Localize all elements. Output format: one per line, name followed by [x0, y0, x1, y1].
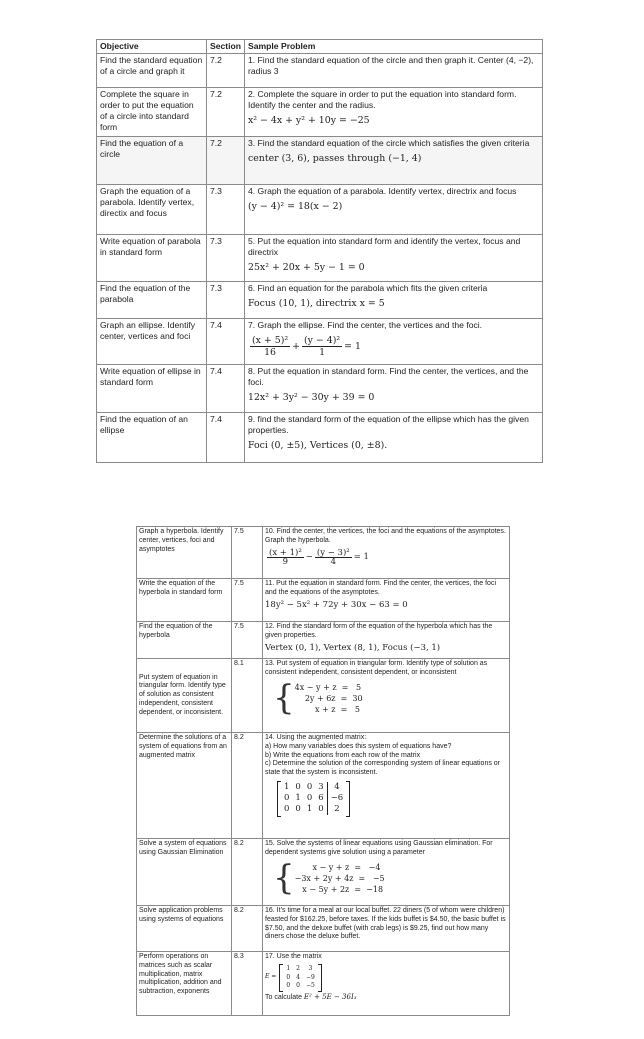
problem-cell [263, 659, 510, 733]
matrix-entry: 0 [284, 793, 290, 804]
augmented-matrix [277, 781, 350, 817]
fraction [302, 335, 342, 358]
problem-text: 10. Find the center, the vertices, the foci and the equations of the asymptotes. Graph the hyperbola. [265, 528, 506, 544]
problem-cell [263, 952, 510, 1016]
fraction [250, 335, 290, 358]
objectives-table-top [96, 39, 543, 463]
matrix-entry: 3 [318, 782, 324, 793]
matrix-entry: 2 [296, 965, 300, 973]
objective-cell: Put system of equation in triangular form. Identify type of solution as consistent independent, consistent dependent, or inconsistent. [137, 659, 232, 733]
section-cell: 7.2 [207, 54, 245, 88]
problem-equation: 25x² + 20x + 5y − 1 = 0 [248, 262, 365, 273]
objective-cell: Graph the equation of a parabola. Identify vertex, directix and focus [97, 185, 207, 235]
objective-cell: Find the standard equation of a circle and graph it [97, 54, 207, 88]
matrix-entry: 0 [286, 982, 291, 990]
matrix-entry: 2 [327, 804, 347, 815]
header-sample-problem: Sample Problem [245, 40, 543, 54]
problem-cell [263, 527, 510, 579]
left-brace: { [273, 677, 295, 718]
problem-text: 2. Complete the square in order to put the equation into standard form. Identify the center and the radius. [248, 89, 517, 110]
matrix-entry: 0 [306, 793, 313, 804]
ellipse-equation [248, 335, 539, 358]
equation-line: 4x − y + z = 5 [294, 682, 362, 692]
equation-line: x − 5y + 2z = −18 [294, 884, 384, 894]
problem-text: 4. Graph the equation of a parabola. Identify vertex, directrix and focus [248, 186, 517, 196]
problem-text: 12. Find the standard form of the equation of the hyperbola which has the given properties. [265, 623, 493, 639]
matrix-entry: 6 [318, 793, 324, 804]
denominator: 4 [330, 557, 336, 568]
numerator: (y − 3)² [316, 547, 350, 558]
table-row [97, 365, 543, 413]
problem-text: 1. Find the standard equation of the circle and then graph it. Center (4, −2), radius 3 [248, 55, 534, 76]
problem-text: 13. Put system of equation in triangular form. Identify type of solution as consistent independent, consistent dependent, or inconsistent [265, 660, 488, 676]
numerator: (y − 4)² [304, 335, 341, 346]
matrix-entry: −6 [327, 793, 347, 804]
matrix-entry: 0 [318, 804, 324, 815]
objective-cell: Graph a hyperbola. Identify center, vertices, foci and asymptotes [137, 527, 232, 579]
matrix-entry: 4 [327, 782, 347, 793]
problem-equation: Focus (10, 1), directrix x = 5 [248, 298, 385, 309]
problem-text: 8. Put the equation in standard form. Find the center, the vertices, and the foci. [248, 366, 529, 387]
objective-cell: Perform operations on matrices such as scalar multiplication, matrix multiplication, addition and subtraction, exponents [137, 952, 232, 1016]
matrix-entry: −9 [305, 973, 315, 981]
problem-equation: 12x² + 3y² − 30y + 39 = 0 [248, 392, 375, 403]
equation-line: −3x + 2y + 4z = −5 [294, 873, 385, 883]
matrix-entry: 4 [296, 973, 300, 981]
table-row [97, 235, 543, 282]
table-row [97, 185, 543, 235]
calculate-expression: E² + 5E − 36I₃ [303, 992, 357, 1001]
problem-subitem: a) How many variables does this system of equations have? [265, 742, 452, 750]
objective-cell: Find the equation of an ellipse [97, 413, 207, 463]
section-cell: 7.5 [232, 622, 263, 659]
section-cell: 8.2 [232, 906, 263, 952]
section-cell: 8.2 [232, 733, 263, 839]
denominator: 9 [282, 557, 289, 568]
problem-equation: (y − 4)² = 18(x − 2) [248, 201, 343, 212]
section-cell: 8.1 [232, 659, 263, 733]
objective-cell: Solve application problems using systems of equations [137, 906, 232, 952]
problem-text: 5. Put the equation into standard form and identify the vertex, focus and directrix [248, 236, 521, 257]
header-objective: Objective [97, 40, 207, 54]
matrix-entry: 1 [286, 965, 291, 973]
problem-text: 11. Put the equation in standard form. Find the center, the vertices, the foci and the equations of the asymptotes. [265, 580, 497, 596]
section-cell: 7.4 [207, 413, 245, 463]
matrix-entry: 1 [284, 782, 290, 793]
problem-text: 15. Solve the systems of linear equations using Gaussian elimination. For dependent systems give solution using a parameter [265, 840, 493, 856]
problem-cell [245, 413, 543, 463]
table-row [137, 579, 510, 622]
problem-cell [263, 839, 510, 906]
table-row [137, 839, 510, 906]
problem-equation: x² − 4x + y² + 10y = −25 [248, 115, 370, 126]
numerator: (x + 5)² [252, 335, 289, 346]
problem-text: 14. Using the augmented matrix: [265, 734, 367, 741]
objective-cell: Write equation of ellipse in standard form [97, 365, 207, 413]
objective-cell: Solve a system of equations using Gaussian Elimination [137, 839, 232, 906]
section-cell: 7.2 [207, 88, 245, 137]
matrix-entry: 0 [296, 982, 300, 990]
equation-line: 2y + 6z = 30 [294, 693, 363, 703]
matrix-grid [283, 965, 318, 991]
matrix-entry: 3 [308, 965, 313, 973]
problem-cell [245, 54, 543, 88]
section-cell: 7.4 [207, 365, 245, 413]
problem-cell [245, 88, 543, 137]
matrix-grid [281, 782, 346, 815]
objective-cell: Find the equation of a circle [97, 137, 207, 185]
section-cell: 8.2 [232, 839, 263, 906]
objective-cell: Write the equation of the hyperbola in standard form [137, 579, 232, 622]
problem-cell [263, 579, 510, 622]
section-cell: 7.5 [232, 579, 263, 622]
matrix-entry: 0 [286, 973, 291, 981]
calculate-label: To calculate [265, 993, 302, 1001]
matrix-name: E = [265, 973, 277, 981]
operator: − [305, 552, 313, 563]
problem-cell [245, 235, 543, 282]
table-row [97, 282, 543, 319]
objective-cell: Complete the square in order to put the equation of a circle into standard form [97, 88, 207, 137]
problem-equation: Foci (0, ±5), Vertices (0, ±8). [248, 440, 388, 451]
section-cell: 7.3 [207, 235, 245, 282]
section-cell: 8.3 [232, 952, 263, 1016]
right-bracket [346, 781, 350, 817]
objective-cell: Find the equation of the parabola [97, 282, 207, 319]
denominator: 1 [319, 347, 326, 358]
left-brace: { [273, 857, 295, 898]
table-row [97, 413, 543, 463]
matrix-entry: 0 [306, 782, 313, 793]
objective-cell: Graph an ellipse. Identify center, vertices and foci [97, 319, 207, 365]
table-row [137, 622, 510, 659]
table-row [137, 527, 510, 579]
section-cell: 7.2 [207, 137, 245, 185]
section-cell: 7.5 [232, 527, 263, 579]
table-row [137, 952, 510, 1016]
section-cell: 7.4 [207, 319, 245, 365]
table-header-row [97, 40, 543, 54]
objectives-table-bottom [136, 526, 510, 1016]
calculate-line [265, 993, 507, 1003]
problem-cell [245, 319, 543, 365]
problem-cell [245, 365, 543, 413]
problem-text: 6. Find an equation for the parabola which fits the given criteria [248, 283, 488, 293]
problem-cell [263, 733, 510, 839]
matrix-e-definition [265, 964, 507, 992]
right-bracket [318, 964, 322, 992]
problem-subitem: b) Write the equations from each row of the matrix [265, 751, 421, 759]
matrix-entry: −5 [305, 982, 315, 990]
table-row [97, 88, 543, 137]
equation-line: x − y + z = −4 [294, 862, 381, 872]
equals-rhs: = 1 [344, 341, 361, 352]
objective-cell: Find the equation of the hyperbola [137, 622, 232, 659]
table-row [137, 733, 510, 839]
matrix-entry: 1 [306, 804, 313, 815]
denominator: 16 [264, 347, 277, 358]
problem-text: 9. find the standard form of the equation of the ellipse which has the given properties. [248, 414, 529, 435]
table-row [97, 54, 543, 88]
table-row [97, 319, 543, 365]
objective-cell: Determine the solutions of a system of equations from an augmented matrix [137, 733, 232, 839]
numerator: (x + 1)² [269, 547, 302, 558]
section-cell: 7.3 [207, 282, 245, 319]
objective-cell: Write equation of parabola in standard form [97, 235, 207, 282]
matrix-entry: 0 [295, 804, 301, 815]
problem-subitem: c) Determine the solution of the corresponding system of linear equations or state that the system is inconsistent. [265, 760, 501, 777]
fraction [267, 549, 304, 568]
problem-text: 3. Find the standard equation of the circle which satisfies the given criteria [248, 138, 530, 148]
equals-rhs: = 1 [353, 552, 369, 563]
section-cell: 7.3 [207, 185, 245, 235]
table-row [137, 659, 510, 733]
matrix-entry: 1 [295, 793, 301, 804]
problem-text: 7. Graph the ellipse. Find the center, the vertices and the foci. [248, 320, 483, 330]
table-row [137, 906, 510, 952]
equation-system [273, 677, 507, 718]
equation-lines [295, 862, 385, 895]
hyperbola-equation [265, 549, 507, 568]
problem-cell [245, 185, 543, 235]
problem-cell [263, 622, 510, 659]
operator: + [292, 341, 300, 352]
fraction [315, 549, 352, 568]
problem-equation: 18y² − 5x² + 72y + 30x − 63 = 0 [265, 599, 408, 610]
equation-system [273, 857, 507, 898]
problem-equation: center (3, 6), passes through (−1, 4) [248, 153, 422, 164]
matrix-entry: 0 [284, 804, 290, 815]
table-row [97, 137, 543, 185]
equation-line: x + z = 5 [294, 704, 361, 714]
problem-cell: 16. It’s time for a meal at our local buffet. 22 diners (5 of whom were children) feasted for $162.25, before taxes. If the kids buffet is $4.50, the basic buffet is $7.50, and the deluxe buffet (with crab legs) is $9.25, find out how many diners chose the deluxe buffet. [263, 906, 510, 952]
problem-equation: Vertex (0, 1), Vertex (8, 1), Focus (−3, 1) [265, 642, 441, 653]
matrix-entry: 0 [295, 782, 301, 793]
problem-cell [245, 282, 543, 319]
problem-text: 17. Use the matrix [265, 953, 322, 960]
equation-lines [295, 682, 363, 715]
problem-cell [245, 137, 543, 185]
header-section: Section [207, 40, 245, 54]
